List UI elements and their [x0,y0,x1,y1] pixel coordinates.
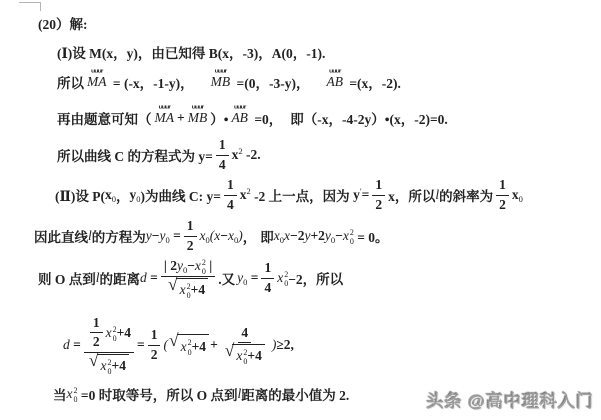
solution-line-vectors: 所以 uuur MA = (-x，-1-y)， uuur MB =(0，-3-y)， uuur AB =(x，-2). [57,68,401,91]
solution-line-setup: (Ⅰ)设 M(x，y)，由已知得 B(x，-3)，A(0，-1). [57,46,326,61]
vector-arrow-icon: uuur MB [210,68,231,89]
solution-line-tangent-eq: 因此直线 l 的方程为 y − y 0 = $\frac{1}{2}$ x 0 ( x − x 0 ) ， 即 x 0 x −2 y +2 y 0 − x 2 0 = 0。 [34,218,389,253]
solution-line-conclusion: 当 x 2 0 =0 时取等号，所以 O 点到 l 距离的最小值为 2. [53,385,350,404]
radical-sign: √ x 2 0 +4 [225,344,265,365]
solution-line-dot-product: 再由题意可知（ uuur MA + uuur MB ）• uuur AB =0， 即（-x，-4-2y）•(x，-2)=0. [57,104,448,127]
vector-arrow-icon: uuur MB [187,104,208,125]
vector-arrow-icon: uuur AB [326,68,343,89]
solution-line-part2-setup: (Ⅱ)设 P( x 0 ， y 0 )为曲线 C: y= $\frac{1}{4}$ x 2 -2 上一点，因为 y ′ = $\frac{1}{2}$ x，所以 l 的斜率为 $\frac{1}{2}$ x 0 [55,177,523,212]
watermark-text: 头条 @高中理科入门 [426,392,594,411]
page-edge-artifact [19,2,41,11]
vector-arrow-icon: uuur MA [154,104,174,125]
radical-sign: √ x 2 0 +4 [169,334,209,355]
solution-line-distance: 则 O 点到 l 的距离 d = | 2 y 0 − x 2 0 | √ x 2 0 +4 .又 y 0 = $\frac{1}{4}$ x 2 0 −2，所以 [38,257,344,301]
vector-arrow-icon: uuur AB [231,104,248,125]
vector-arrow-icon: uuur MA [87,68,107,89]
solution-heading-line: (20）解: [38,17,88,32]
solution-line-distance-min: d = $\frac{1}{2}$ x 2 0 +4 √ x 2 0 +4 = $\frac{1}{2}$ ( √ x 2 0 +4 + 4 √ x 2 0 +4 ) ≥2, [63,315,294,376]
radical-sign: √ x 2 0 +4 [168,278,208,299]
solution-line-curve-eq: 所以曲线 C 的方程式为 y= $\frac{1}{4}$ x 2 -2. [57,137,261,172]
radical-sign: √ x 2 0 +4 [89,354,129,375]
